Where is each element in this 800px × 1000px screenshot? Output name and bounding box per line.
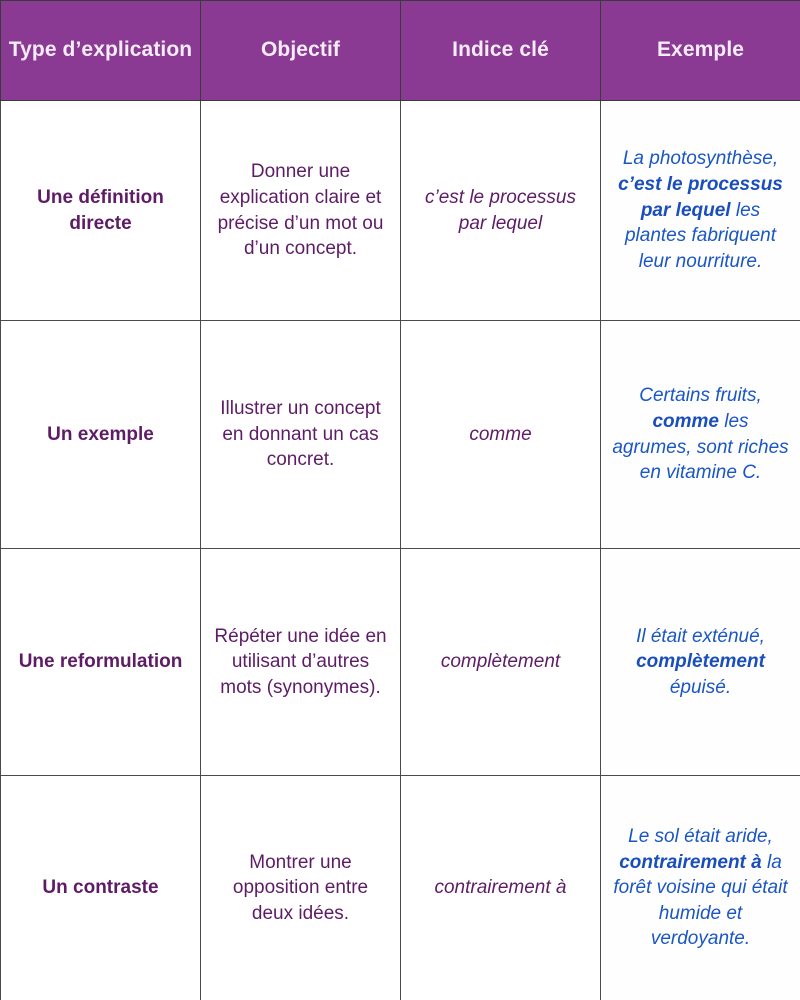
example-text: les agrumes, sont riches en vitamine C. (612, 410, 789, 484)
example-text: La photosynthèse, (622, 148, 779, 170)
column-header-example: Exemple (601, 1, 800, 101)
column-header-goal: Objectif (201, 1, 401, 101)
column-header-type: Type d’explication (1, 1, 201, 101)
cell-example (601, 549, 800, 776)
table-row (1, 776, 800, 1000)
cell-cue: c’est le processus par lequel (401, 101, 601, 321)
cell-cue: complètement (401, 549, 601, 776)
example-keyword: comme (652, 410, 719, 432)
example-text: épuisé. (669, 676, 732, 698)
table-row (1, 549, 800, 776)
cell-goal: Illustrer un concept en donnant un cas concret. (201, 321, 401, 549)
example-text: Certains fruits, (639, 385, 762, 407)
example-text: Le sol était aride, (628, 825, 773, 847)
example-keyword: contrairement à (619, 851, 762, 873)
example-text: Il était exténué, (636, 625, 765, 647)
table-row (1, 101, 800, 321)
example-keyword: complètement (636, 651, 765, 673)
example-keyword: c’est le processus par lequel (618, 174, 783, 221)
cell-cue: comme (401, 321, 601, 549)
table-header (1, 1, 800, 101)
example-text: les plantes fabriquent leur nourriture. (624, 199, 777, 272)
cell-type: Une définition directe (1, 101, 201, 321)
table-body (1, 101, 800, 1000)
cell-goal: Répéter une idée en utilisant d’autres mots (synonymes). (201, 549, 401, 776)
cell-type: Un contraste (1, 776, 201, 1000)
cell-goal: Montrer une opposition entre deux idées. (201, 776, 401, 1000)
cell-type: Une reformulation (1, 549, 201, 776)
cell-example (601, 776, 800, 1000)
example-text: la forêt voisine qui était humide et verdoyante. (613, 851, 788, 950)
cell-example (601, 321, 800, 549)
header-row (1, 1, 800, 101)
cell-goal: Donner une explication claire et précise d’un mot ou d’un concept. (201, 101, 401, 321)
cell-type: Un exemple (1, 321, 201, 549)
table-row (1, 321, 800, 549)
cell-example (601, 101, 800, 321)
cell-cue: contrairement à (401, 776, 601, 1000)
column-header-cue: Indice clé (401, 1, 601, 101)
